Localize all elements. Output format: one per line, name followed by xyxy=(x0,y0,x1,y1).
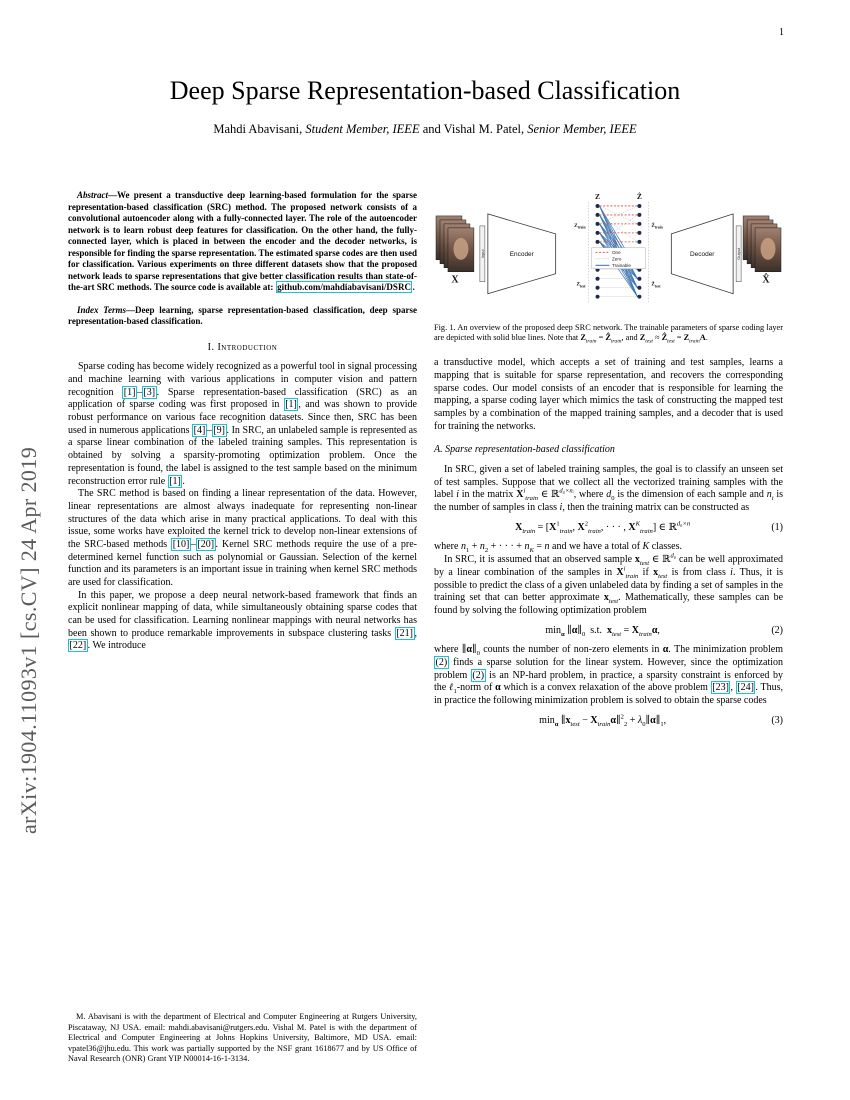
abstract xyxy=(68,190,417,294)
text-run: , xyxy=(572,521,578,533)
paper-title: Deep Sparse Representation-based Classification xyxy=(169,76,681,105)
input-layer-label: Input xyxy=(479,249,485,259)
text-run: α xyxy=(495,682,501,694)
text-run: train xyxy=(610,339,622,346)
text-run: and we have a total of xyxy=(549,541,643,553)
text-run: X xyxy=(616,566,624,578)
text-run: test xyxy=(658,572,668,580)
text-run: X xyxy=(631,624,639,636)
text-run: test xyxy=(611,630,622,638)
text-run: Ẑ xyxy=(605,333,611,343)
text-run: Sparse coding has become widely recognized as a powerful tool in signal processing and machine learning with various applications in computer vision and pattern recognition xyxy=(68,361,417,398)
text-run: ∥ xyxy=(616,714,621,726)
text-run: A xyxy=(699,333,706,343)
text-run: = xyxy=(596,333,606,343)
citation-link[interactable]: [9] xyxy=(213,424,225,436)
intro-paragraph-2 xyxy=(68,488,417,590)
text-run: . xyxy=(412,282,415,293)
text-run: = [ xyxy=(535,521,550,533)
text-run: train xyxy=(640,527,653,535)
figure-legend xyxy=(592,248,646,269)
text-run: train xyxy=(597,720,611,728)
text-run: In SRC, it is assumed that an observed sample xyxy=(444,554,635,566)
text-run: α xyxy=(560,630,565,638)
text-run: Mahdi Abavisani, xyxy=(213,122,306,136)
text-run: 0 xyxy=(581,630,586,638)
text-run: Z xyxy=(580,333,586,343)
input-image-stack xyxy=(436,216,474,272)
text-run: , and was shown to provide robust performance on various face recognition datasets. Since then, SRC has been used in numerous applications xyxy=(68,399,417,436)
text-run: counts the number of non-zero elements in xyxy=(479,644,663,656)
text-run: d₀×nᵢ xyxy=(559,488,574,496)
text-run: 2 xyxy=(623,720,628,728)
text-run: x xyxy=(603,592,609,604)
text-run: 1 xyxy=(556,520,560,528)
text-run: Z xyxy=(683,333,690,343)
citation-link[interactable]: [24] xyxy=(737,682,754,694)
equation-1-number: (1) xyxy=(771,521,783,533)
equation-2-body xyxy=(434,625,771,638)
text-run: K xyxy=(642,541,650,553)
text-run: test xyxy=(645,339,653,346)
text-run: K xyxy=(529,547,534,555)
equation-3-body xyxy=(434,715,771,728)
text-run: . Thus, in practice the following minimization problem is solved to obtain the sparse codes xyxy=(434,682,784,706)
text-run: Fig. 1. An overview of the proposed deep SRC network. The trainable parameters of sparse coding layer are depicted with solid blue lines. Note that xyxy=(434,322,783,343)
figure-1-diagram xyxy=(434,190,783,318)
src-paragraph-4 xyxy=(434,644,783,707)
decoder-label: Decoder xyxy=(689,250,715,258)
page-number: 1 xyxy=(779,27,784,38)
text-run: where ∥ xyxy=(434,644,467,656)
text-run: X xyxy=(515,521,523,533)
input-x-label: X xyxy=(451,274,459,286)
output-image-stack xyxy=(743,216,781,272)
text-run: 1 xyxy=(453,688,457,696)
text-run: d xyxy=(606,489,612,501)
text-run: . Sparse representation-based classification (SRC) as an application of sparse coding was first proposed in xyxy=(68,386,417,411)
text-run: train xyxy=(559,527,573,535)
text-run: in the matrix xyxy=(459,489,517,501)
text-run: + xyxy=(469,541,480,553)
text-run: test xyxy=(667,339,675,346)
text-run: ≈ xyxy=(652,333,662,343)
text-run: The SRC method is based on finding a linear representation of the data. However, linear representations are almost always inadequate for representing non-linear structures of the data which arise in many practical applications. To deal with this issue, some works have exploited the kernel trick to develop non-linear extensions of the SRC-based methods xyxy=(68,488,417,550)
text-run: x xyxy=(634,554,640,566)
text-run: i xyxy=(623,565,626,573)
text-run: d₀×n xyxy=(676,520,691,528)
text-run: ∈ ℝ xyxy=(538,489,560,501)
text-run: test xyxy=(570,720,580,728)
text-run: α xyxy=(650,714,656,726)
text-run: is an NP-hard problem, in practice, a sparsity constraint is enforced by the xyxy=(434,669,783,694)
citation-link[interactable]: (2) xyxy=(435,656,448,668)
text-run: n xyxy=(766,489,772,501)
citation-link[interactable]: [20] xyxy=(197,538,215,550)
text-run: and Vishal M. Patel, xyxy=(419,122,528,136)
output-xhat-label: X̂ xyxy=(762,274,770,286)
intro-paragraph-3 xyxy=(68,590,417,653)
text-run: if xyxy=(638,566,654,578)
text-run: s.t. xyxy=(585,624,607,636)
text-run: ∥ xyxy=(645,714,651,726)
citation-link[interactable]: [4] xyxy=(193,424,206,436)
text-run: classes. xyxy=(649,541,682,553)
text-run: . We introduce xyxy=(87,640,146,652)
text-run: test xyxy=(608,598,619,606)
text-run: n xyxy=(479,541,485,553)
text-run: 0 xyxy=(611,495,615,503)
citation-link[interactable]: [3] xyxy=(143,386,156,398)
text-run: , then the training matrix can be constructed as xyxy=(562,502,750,514)
equation-3-number: (3) xyxy=(771,714,783,726)
continuation-paragraph xyxy=(434,357,783,433)
src-paragraph-3 xyxy=(434,554,783,617)
left-column xyxy=(68,190,417,1065)
text-run: , where xyxy=(573,489,607,501)
text-run: . Thus, it is possible to predict the class of a given unlabeled data by finding a set of samples in the training set that can better approximate xyxy=(434,566,784,604)
text-run: min xyxy=(539,714,555,726)
text-run: 0 xyxy=(476,650,480,658)
text-run: —Deep learning, sparse representation-based classification, deep sparse representation-based classification. xyxy=(68,304,417,327)
text-run: train xyxy=(689,339,700,346)
text-run: 2 xyxy=(620,713,624,721)
src-paragraph-2 xyxy=(434,541,783,554)
citation-link[interactable]: (2) xyxy=(472,669,485,681)
paper-authors xyxy=(0,122,850,137)
text-run: , xyxy=(657,624,660,636)
text-run: train xyxy=(639,630,652,638)
zhat-train-label: $Ẑ_{train}$ xyxy=(651,222,663,230)
text-run: i xyxy=(523,488,526,496)
text-run: is the number of samples in class xyxy=(434,489,783,514)
text-run: 1 xyxy=(660,720,664,728)
text-run: i xyxy=(559,502,563,514)
text-run: a transductive model, which accepts a set of training and test samples, learns a mapping that is suitable for sparse representation, and recovers the corresponding sparse codes. Our model consists of an encoder that is responsible for learning the mapping, a sparse coding layer which mimics the task of constructing the mapped test samples by a combination of the mapped training samples, and a decoder that is used for training the networks. xyxy=(434,357,783,432)
text-run: ∈ ℝ xyxy=(649,554,671,566)
text-run: , · · · , xyxy=(600,521,629,533)
text-run: -norm of xyxy=(456,682,496,694)
text-run: which is a convex relaxation of the above problem xyxy=(500,682,711,694)
citation-link[interactable]: [21] xyxy=(396,627,413,639)
z-column-label: Z xyxy=(595,191,601,201)
author-footnote: M. Abavisani is with the department of Electrical and Computer Engineering at Rutgers University, Piscataway, NJ USA. email: mahdi.abavisani@rutgers.edu. Vishal M. Patel is with the department of Electrical and Computer Engineering at Johns Hopkins University, Baltimore, MD USA. email: vpatel36@jhu.edu. This work was partially supported by the NSF grant 1618677 and by US Office of Naval Research (ONR) Grant YIP N00014-16-1-3134. xyxy=(68,1011,417,1064)
text-run: can be well approximated by a linear combination of the samples in xyxy=(434,554,784,578)
text-run: . xyxy=(182,475,185,487)
text-run: – xyxy=(136,386,142,398)
text-run: ∥ xyxy=(655,714,661,726)
citation-link[interactable]: [1] xyxy=(285,399,297,411)
text-run: is from class xyxy=(667,566,731,578)
text-run: n xyxy=(460,541,466,553)
text-run: train xyxy=(525,495,539,503)
intro-paragraph-1 xyxy=(68,361,417,488)
z-test-label: $Z_{test}$ xyxy=(576,281,586,289)
text-run: , and xyxy=(621,333,640,343)
text-run: train xyxy=(625,572,639,580)
text-run: ∥ xyxy=(564,624,572,636)
text-run: α xyxy=(651,624,658,636)
subsection-heading-a: A. Sparse representation-based classification xyxy=(434,444,615,456)
text-run: , xyxy=(663,714,667,726)
index-terms xyxy=(68,305,417,328)
text-run: n xyxy=(544,541,550,553)
text-run: train xyxy=(588,527,601,535)
text-run: x xyxy=(606,624,612,636)
text-run: . Mathematically, these samples can be found by solving the following optimization problem xyxy=(434,592,784,616)
text-run: . Kernel SRC methods require the use of a pre-determined kernel function such as polynomial or Gaussian. Selection of the kernel function and its parameters is an important issue in training when kernel SRC methods are used for classification. xyxy=(68,538,417,589)
equation-1-body xyxy=(434,522,771,535)
text-run: —We present a transductive deep learning-based formulation for the sparse representation-based classification (SRC) method. The proposed network consists of a convolutional autoencoder along with a fully-connected layer. The role of the autoencoder network is to learn robust deep features for classification. On the other hand, the fully-connected layer, which is placed in between the encoder and the decoder networks, is responsible for finding the sparse representation. The estimated sparse codes are then used for classification. Various experiments on three different datasets show that the proposed network leads to sparse representations that give better classification results than state-of-the-art SRC methods. The source code is available at: xyxy=(68,190,417,293)
text-run: 2 xyxy=(484,547,489,555)
text-run: – xyxy=(190,538,196,550)
zhat-test-label: $Ẑ_{test}$ xyxy=(651,281,661,289)
text-run: – xyxy=(206,424,212,436)
arxiv-sidebar-stamp: arXiv:1904.11093v1 [cs.CV] 24 Apr 2019 xyxy=(16,446,41,834)
text-run: X xyxy=(577,521,585,533)
text-run: Abstract xyxy=(77,190,109,200)
text-run: Student Member, IEEE xyxy=(305,122,420,136)
text-run: = xyxy=(621,624,632,636)
citation-link[interactable]: [10] xyxy=(172,538,190,550)
text-run: ℓ xyxy=(449,682,454,694)
text-run: In this paper, we propose a deep neural network-based framework that finds an explicit nonlinear mapping of data, while simultaneously obtaining sparse codes that can be used for classification. Learning nonlinear mappings with neural networks has been shown to produce remarkable improvements in subspace clustering tasks xyxy=(68,589,417,639)
text-run: K xyxy=(635,520,640,528)
text-run: In SRC, given a set of labeled training samples, the goal is to classify an unseen set of test samples. Suppose that we collect all the vectorized training samples with the label xyxy=(434,464,783,501)
citation-link[interactable]: github.com/mahdiabavisani/DSRC xyxy=(277,282,411,293)
citation-link[interactable]: [1] xyxy=(169,475,181,487)
text-run: = xyxy=(533,541,545,553)
text-run: , xyxy=(730,682,736,694)
legend-one-label: One xyxy=(611,249,621,255)
text-run: α xyxy=(554,720,559,728)
text-run: ] ∈ ℝ xyxy=(652,521,677,533)
text-run: Ẑ xyxy=(661,333,668,343)
text-run: 1 xyxy=(465,547,470,555)
output-layer-label: Output xyxy=(736,247,742,260)
z-train-label: $Z_{train}$ xyxy=(574,222,586,230)
text-run: X xyxy=(516,489,524,501)
text-run: Z xyxy=(639,333,646,343)
text-run: α xyxy=(610,714,617,726)
text-run: , xyxy=(414,627,417,639)
text-run: + xyxy=(627,714,638,726)
text-run: X xyxy=(628,521,636,533)
text-run: X xyxy=(590,714,598,726)
text-run: Senior Member, IEEE xyxy=(527,122,637,136)
text-run: i xyxy=(730,566,733,578)
text-run: train xyxy=(522,527,536,535)
text-run: min xyxy=(545,624,561,636)
text-run: − xyxy=(579,714,591,726)
text-run: i xyxy=(456,489,459,501)
text-run: 0 xyxy=(642,720,646,728)
text-run: X xyxy=(549,521,557,533)
text-run: Index Terms xyxy=(77,304,126,315)
text-run: x xyxy=(653,566,659,578)
equation-2-number: (2) xyxy=(771,624,783,636)
text-run: + · · · + xyxy=(488,541,525,553)
text-run: n xyxy=(524,541,530,553)
text-run: α xyxy=(466,644,472,656)
equation-1 xyxy=(434,522,783,535)
text-run: . The minimization problem xyxy=(668,644,783,656)
equation-3 xyxy=(434,715,783,728)
text-run: is the dimension of each sample and xyxy=(614,489,767,501)
text-run: . xyxy=(705,333,708,343)
citation-link[interactable]: [22] xyxy=(69,640,87,652)
encoder-label: Encoder xyxy=(509,250,534,258)
citation-link[interactable]: [23] xyxy=(712,682,729,694)
text-run: x xyxy=(565,714,571,726)
text-run: finds a sparse solution for the linear system. However, since the optimization problem xyxy=(434,656,783,681)
text-run: train xyxy=(585,339,597,346)
text-run: λ xyxy=(637,714,643,726)
section-heading-introduction: I. Introduction xyxy=(207,341,278,353)
text-run: . In SRC, an unlabeled sample is represented as a sparse linear combination of the labeled training samples. This representation is obtained by solving a sparsity-promoting optimization problem. Once the representation is found, the label is assigned to the test sample based on the minimum reconstruction error rule xyxy=(68,424,418,487)
citation-link[interactable]: [1] xyxy=(123,386,136,398)
text-run: = xyxy=(674,333,684,343)
text-run: α xyxy=(571,624,578,636)
text-run: 2 xyxy=(584,520,589,528)
text-run: ∥ xyxy=(558,714,566,726)
text-run: i xyxy=(771,495,774,503)
zhat-column-label: Ẑ xyxy=(636,191,642,201)
text-run: d₀ xyxy=(670,552,677,560)
text-run: ∥ xyxy=(471,644,477,656)
text-run: ∥ xyxy=(577,624,582,636)
text-run: α xyxy=(662,644,669,656)
legend-trainable-label: Trainable xyxy=(611,262,631,268)
equation-2 xyxy=(434,625,783,638)
src-paragraph-1 xyxy=(434,464,783,515)
legend-zero-label: Zero xyxy=(611,256,622,262)
figure-caption xyxy=(434,323,783,345)
text-run: where xyxy=(434,541,461,553)
right-column xyxy=(434,190,783,734)
text-run: test xyxy=(639,560,650,568)
